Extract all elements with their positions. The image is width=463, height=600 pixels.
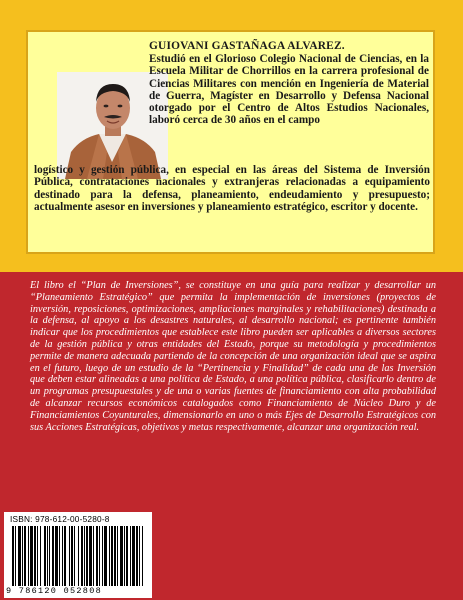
barcode-bar [24, 526, 26, 586]
barcode-bar [120, 526, 123, 586]
barcode-bar [52, 526, 54, 586]
barcode-bar [49, 526, 50, 586]
author-bio-paragraph-1: Estudió en el Glorioso Colegio Nacional de Ciencias, en la Escuela Militar de Chorrillos en la carrera profesional de Ciencias Militares con mención en Ingeniería de Material de Guerra, Magíster en Desarrollo y Defensa Nacional otorgado por el Centro de Altos Estudios Nacionales, laboró cerca de 30 años en el campo [149, 53, 429, 127]
barcode-bars [10, 526, 148, 586]
barcode-bar [136, 526, 138, 586]
barcode-bar [55, 526, 58, 586]
author-name: GUIOVANI GASTAÑAGA ALVAREZ. [149, 40, 345, 52]
barcode-bar [74, 526, 75, 586]
barcode-bar [142, 526, 143, 586]
author-section [0, 0, 463, 272]
barcode-bar [78, 526, 79, 586]
barcode-bar [59, 526, 60, 586]
barcode-bar [34, 526, 36, 586]
author-bio-box [26, 30, 435, 254]
barcode-bar [93, 526, 94, 586]
barcode-bar [28, 526, 29, 586]
barcode-bar [99, 526, 100, 586]
barcode-bar [102, 526, 103, 586]
barcode-bar [81, 526, 83, 586]
barcode-bar [117, 526, 118, 586]
barcode-bar [62, 526, 63, 586]
barcode-bar [30, 526, 33, 586]
barcode-digits: 9 786120 052808 [6, 586, 103, 596]
barcode-bar [44, 526, 46, 586]
barcode-bar [71, 526, 73, 586]
book-synopsis: El libro el “Plan de Inversiones”, se constituye en una guía para realizar y desarrollar un “Planeamiento Estratégico” que permita la implementación de inversiones (proyectos de inversión, reposiciones, optimizaciones, ampliaciones marginales y rehabilitaciones) destinada a la defensa, al apoyo a los desastres naturales, al desarrollo nacional; es pertinente también indicar que los procedimientos que establece este libro pueden ser aplicables a diversos sectores de la gestión pública y otras entidades del Estado, porque su metodología y procedimientos permite de manera adecuada partiendo de la concepción de una organización ideal que se aspira en el futuro, luego de un estudio de la “Pertinencia y Finalidad” de cada una de las Inversión que deben estar alineadas a una política de Estado, a una política pública, clasificarlo dentro de un programas presupuestales y de una o varias fuentes de financiamiento con alta probabilidad de alcanzar recursos económicos catalogados como Financiamiento de Núcleo Duro y de Financiamientos Coyunturales, dimensionarlo en uno o más Ejes de Desarrollo Estratégicos con sus Acciones Estratégicas, objetivos y metas respectivamente, alcanzar una organización real. [30, 280, 436, 433]
barcode-bar [37, 526, 38, 586]
barcode-bar [22, 526, 23, 586]
barcode-bar [96, 526, 98, 586]
barcode-bar [132, 526, 135, 586]
barcode-bar [18, 526, 21, 586]
author-bio-text [28, 32, 433, 252]
isbn-label: ISBN: 978-612-00-5280-8 [10, 514, 110, 524]
barcode-bar [84, 526, 85, 586]
barcode-bar [15, 526, 16, 586]
author-bio-paragraph-2: logístico y gestión pública, en especial en las áreas del Sistema de Inversión Pública, contrataciones nacionales y extranjeras relacionadas a equipamiento destinado para la defensa, planeamiento, endeudamiento y presupuesto; actualmente asesor en inversiones y planeamiento estratégico, escritor y docente. [34, 164, 430, 213]
barcode-bar [89, 526, 92, 586]
barcode-bar [47, 526, 48, 586]
barcode-bar [104, 526, 107, 586]
barcode-bar [86, 526, 88, 586]
barcode-bar [69, 526, 70, 586]
barcode-bar [109, 526, 110, 586]
barcode-bar [139, 526, 140, 586]
barcode-bar [111, 526, 113, 586]
barcode-bar [40, 526, 41, 586]
barcode-bar [64, 526, 66, 586]
barcode-bar [124, 526, 125, 586]
barcode-bar [12, 526, 14, 586]
barcode-bar [126, 526, 128, 586]
barcode-bar [114, 526, 116, 586]
barcode-bar [130, 526, 131, 586]
isbn-barcode [4, 512, 152, 598]
